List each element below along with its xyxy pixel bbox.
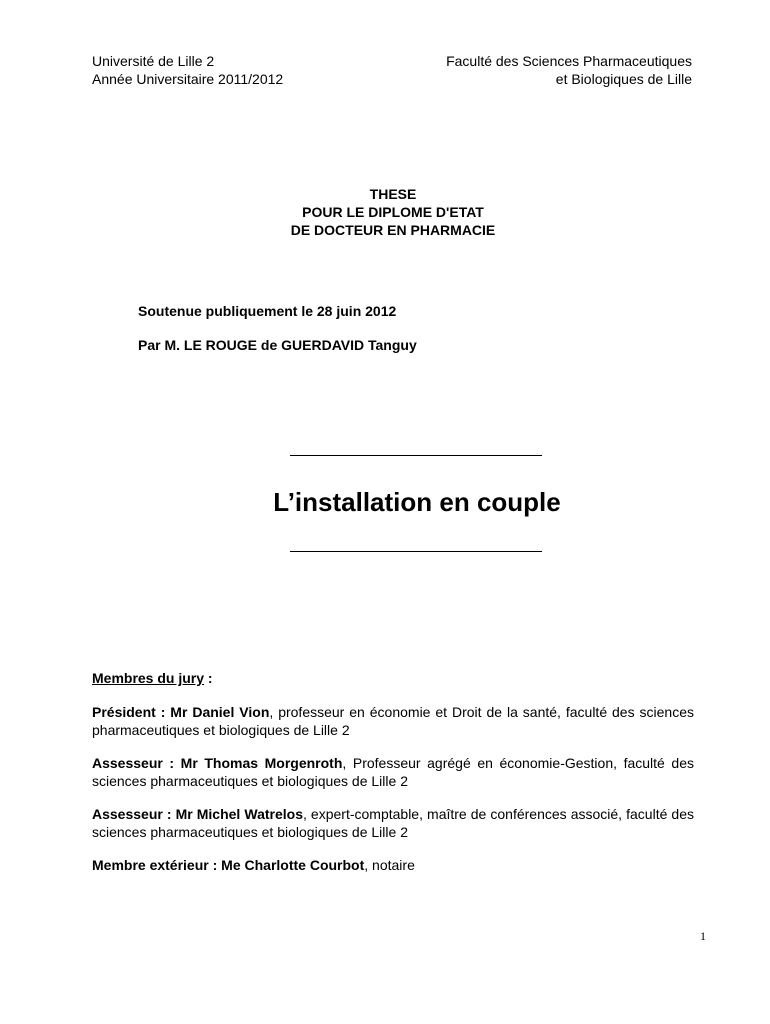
title-rule-bottom [290, 551, 542, 552]
faculty-name-line1: Faculté des Sciences Pharmaceutiques [446, 53, 692, 69]
jury-member-role: Assesseur : Mr Michel Watrelos [92, 806, 303, 822]
jury-member-description: , professeur en économie et Droit de la santé, faculté des sciences pharmaceutiques et biologiques de Lille 2 [92, 704, 694, 738]
jury-member-description: , expert-comptable, maître de conférences associé, faculté des sciences pharmaceutiques et biologiques de Lille 2 [92, 806, 694, 840]
jury-member-role: Président : Mr Daniel Vion [92, 704, 270, 720]
jury-heading-label: Membres du jury [92, 670, 205, 686]
defense-date: Soutenue publiquement le 28 juin 2012 [138, 303, 397, 319]
jury-member [92, 703, 694, 739]
thesis-title: L’installation en couple [273, 487, 561, 517]
jury-member [92, 805, 694, 841]
jury-heading [92, 669, 694, 687]
faculty-name-line2: et Biologiques de Lille [555, 71, 692, 87]
thesis-heading [0, 185, 770, 239]
university-header [92, 52, 283, 88]
thesis-heading-line3: DE DOCTEUR EN PHARMACIE [290, 222, 496, 238]
academic-year: Année Universitaire 2011/2012 [92, 71, 284, 87]
page-number: 1 [700, 929, 706, 943]
author-line: Par M. LE ROUGE de GUERDAVID Tanguy [138, 337, 417, 353]
jury-member-description: , Professeur agrégé en économie-Gestion, faculté des sciences pharmaceutiques et biologiques de Lille 2 [92, 755, 694, 789]
jury-member [92, 856, 694, 874]
thesis-heading-line2: POUR LE DIPLOME D'ETAT [302, 204, 484, 220]
jury-member-description: , notaire [364, 857, 415, 873]
faculty-header [446, 52, 692, 88]
jury-member [92, 754, 694, 790]
thesis-heading-line1: THESE [369, 186, 417, 202]
jury-member-role: Membre extérieur : Me Charlotte Courbot [92, 857, 365, 873]
jury-section [92, 669, 694, 889]
university-name: Université de Lille 2 [92, 53, 215, 69]
title-rule-top [290, 455, 542, 456]
jury-member-role: Assesseur : Mr Thomas Morgenroth [92, 755, 343, 771]
jury-heading-colon: : [204, 670, 213, 686]
